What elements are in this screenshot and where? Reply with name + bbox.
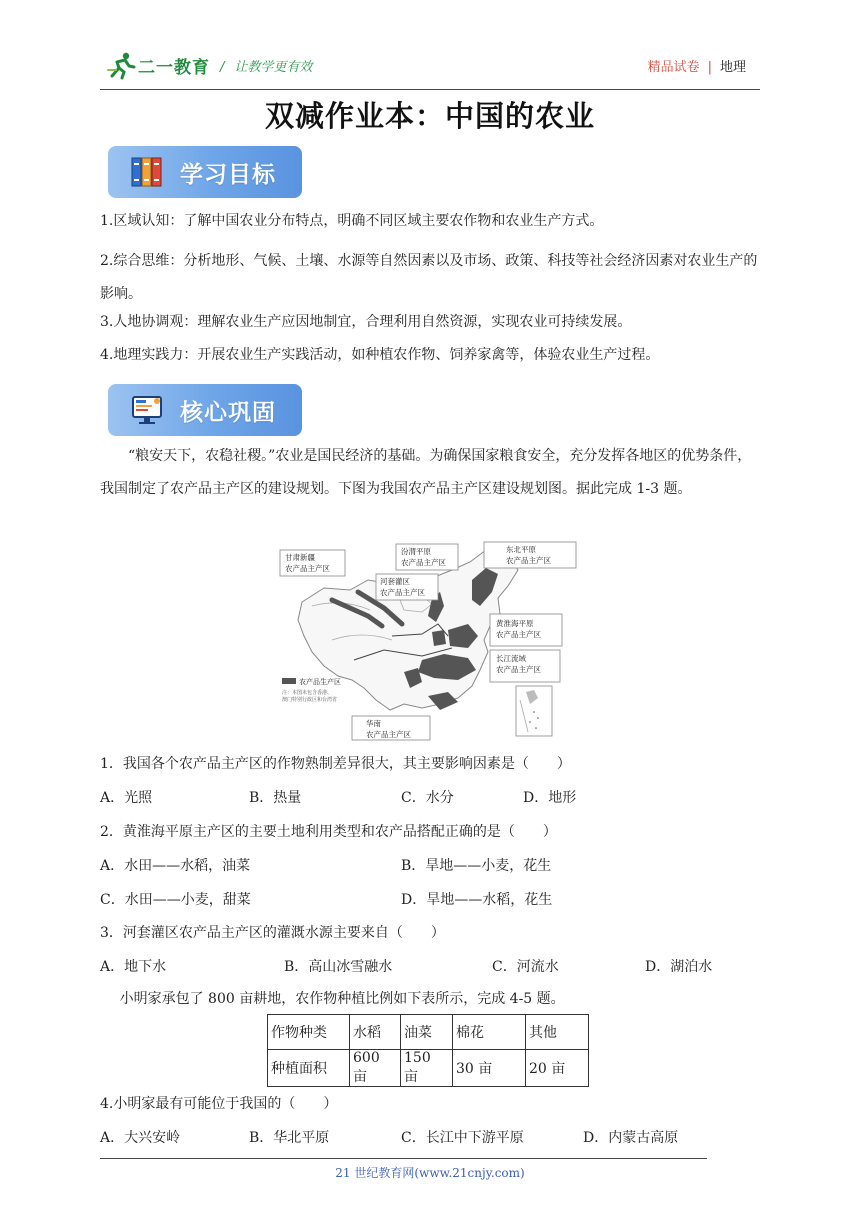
table-cell: 其他 [526, 1015, 589, 1050]
runner-logo-icon [106, 50, 136, 80]
page-title: 双减作业本：中国的农业 [264, 99, 595, 133]
map-label-changjiang: 长江流域 [496, 654, 526, 663]
subject-label: 地理 [719, 60, 746, 75]
section-label: 学习目标 [180, 161, 276, 188]
map-label-gansu: 甘肃新疆 [285, 553, 315, 562]
answer-option[interactable]: A．地下水 [100, 959, 167, 975]
table-row [268, 1050, 589, 1087]
answer-option[interactable]: C．水分 [401, 790, 454, 806]
answer-option[interactable]: B．热量 [249, 790, 302, 806]
section-banner-core [108, 384, 302, 436]
question-stem: 1．我国各个农产品主产区的作物熟制差异很大，其主要影响因素是（ ） [100, 756, 571, 772]
monitor-icon [126, 390, 170, 430]
map-note: 注：本图未包含香港、 [282, 690, 333, 696]
map-label-huanan: 华南 [366, 719, 381, 728]
answer-option[interactable]: A．水田——水稻，油菜 [100, 858, 251, 874]
slogan-divider: / [220, 60, 225, 75]
map-label-dongbei-sub: 农产品主产区 [506, 556, 551, 565]
crop-table [267, 1014, 589, 1087]
question-stem: 3．河套灌区农产品主产区的灌溉水源主要来自（ ） [100, 925, 445, 941]
table-cell: 种植面积 [268, 1050, 350, 1087]
map-legend: 农产品生产区 [299, 678, 341, 686]
china-agriculture-map [272, 540, 588, 742]
answer-option[interactable]: B．高山冰雪融水 [284, 959, 393, 975]
section-banner-objectives [108, 146, 302, 198]
map-label-huanghuaihai: 黄淮海平原 [496, 619, 534, 628]
objective-item: 3.人地协调观：理解农业生产应因地制宜，合理利用自然资源，实现农业可持续发展。 [100, 314, 632, 330]
map-label-gansu-sub: 农产品主产区 [285, 564, 330, 573]
question-stem: 2．黄淮海平原主产区的主要土地利用类型和农产品搭配正确的是（ ） [100, 824, 557, 840]
answer-option[interactable]: D．旱地——水稻，花生 [401, 892, 553, 908]
answer-option[interactable]: B．华北平原 [249, 1130, 330, 1146]
objective-item: 4.地理实践力：开展农业生产实践活动，如种植农作物、饲养家禽等，体验农业生产过程。 [100, 347, 660, 363]
section-label: 核心巩固 [180, 399, 276, 426]
slogan-text: 让教学更有效 [234, 60, 313, 75]
objective-item: 2.综合思维：分析地形、气候、土壤、水源等自然因素以及市场、政策、科技等社会经济因素对农业生产的影响。 [100, 253, 758, 302]
page-header [100, 48, 760, 90]
table-cell: 棉花 [453, 1015, 526, 1050]
map-label-fenwei: 汾渭平原 [401, 547, 431, 556]
logo-text: 二一教育 [138, 57, 210, 78]
map-label-hetao: 河套灌区 [380, 577, 410, 586]
intro-paragraph: 小明家承包了 800 亩耕地，农作物种植比例如下表所示，完成 4-5 题。 [119, 991, 565, 1007]
map-label-fenwei-sub: 农产品主产区 [401, 558, 446, 567]
answer-option[interactable]: B．旱地——小麦，花生 [401, 858, 552, 874]
answer-option[interactable]: A．光照 [100, 790, 153, 806]
table-cell: 30 亩 [453, 1050, 526, 1087]
map-note: 澳门特别行政区和台湾省 [282, 697, 338, 703]
map-label-hetao-sub: 农产品主产区 [380, 588, 425, 597]
slogan [220, 56, 312, 75]
brand-logo[interactable] [106, 50, 210, 80]
table-cell: 油菜 [401, 1015, 453, 1050]
answer-option[interactable]: C．河流水 [492, 959, 559, 975]
answer-option[interactable]: C．水田——小麦，甜菜 [100, 892, 251, 908]
map-label-huanan-sub: 农产品主产区 [366, 730, 411, 739]
answer-option[interactable]: D．地形 [523, 790, 577, 806]
legend-swatch [282, 678, 296, 684]
intro-paragraph: “粮安天下，农稳社稷。”农业是国民经济的基础。为确保国家粮食安全，充分发挥各地区的优势条件，我国制定了农产品主产区的建设规划。下图为我国农产品主产区建设规划图。据此完成 1-3 题。 [100, 448, 752, 497]
footer-divider [100, 1158, 707, 1159]
answer-option[interactable]: C．长江中下游平原 [401, 1130, 524, 1146]
table-cell: 150 亩 [401, 1050, 453, 1087]
header-divider [100, 89, 760, 90]
map-label-changjiang-sub: 农产品主产区 [496, 665, 541, 674]
books-icon [126, 152, 170, 192]
map-label-dongbei: 东北平原 [506, 545, 536, 554]
badge-divider: | [707, 60, 712, 75]
table-cell: 600 亩 [350, 1050, 401, 1087]
map-label-huanghuaihai-sub: 农产品主产区 [496, 630, 541, 639]
quality-tag: 精品试卷 [647, 60, 700, 75]
answer-option[interactable]: A．大兴安岭 [100, 1130, 181, 1146]
footer-credit[interactable]: 21 世纪教育网(www.21cnjy.com) [335, 1166, 525, 1180]
subject-badge [648, 56, 746, 75]
table-cell: 作物种类 [268, 1015, 350, 1050]
table-cell: 水稻 [350, 1015, 401, 1050]
answer-option[interactable]: D．湖泊水 [645, 959, 713, 975]
question-stem: 4.小明家最有可能位于我国的（ ） [100, 1096, 338, 1112]
answer-option[interactable]: D．内蒙古高原 [583, 1130, 679, 1146]
table-row [268, 1015, 589, 1050]
objective-item: 1.区域认知：了解中国农业分布特点，明确不同区域主要农作物和农业生产方式。 [100, 213, 604, 229]
table-cell: 20 亩 [526, 1050, 589, 1087]
